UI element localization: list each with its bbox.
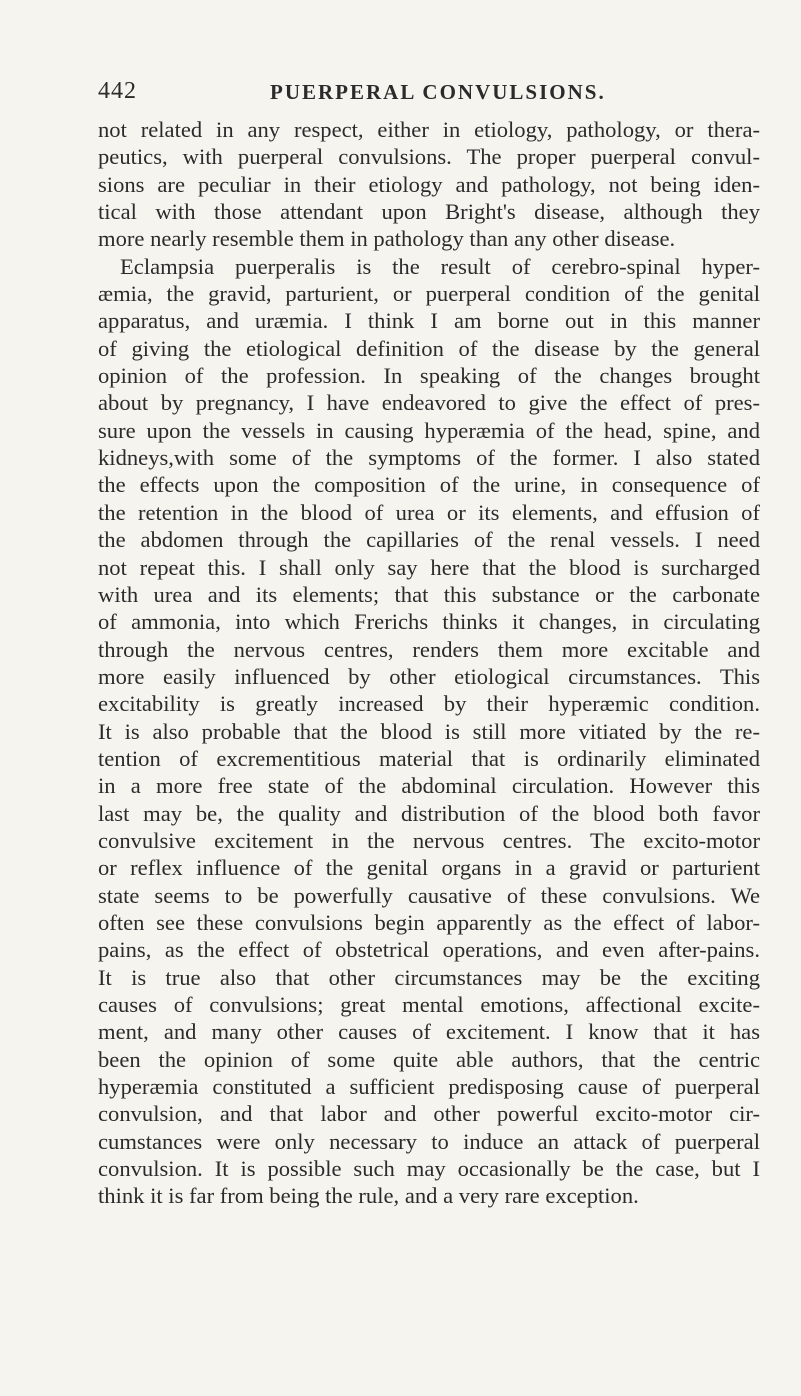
text-line: through the nervous centres, renders them more excitable and bbox=[98, 636, 760, 662]
text-line: not repeat this. I shall only say here that the blood is surcharged bbox=[98, 554, 760, 580]
text-line: Eclampsia puerperalis is the result of cerebro-spinal hyper- bbox=[120, 253, 760, 279]
text-line: apparatus, and uræmia. I think I am borne out in this manner bbox=[98, 308, 760, 334]
text-line: kidneys,with some of the symptoms of the former. I also stated bbox=[98, 445, 760, 471]
text-line: more nearly resemble them in pathology than any other disease. bbox=[98, 226, 676, 252]
text-line: convulsion. It is possible such may occasionally be the case, but I bbox=[98, 1156, 760, 1182]
text-line: been the opinion of some quite able authors, that the centric bbox=[98, 1046, 760, 1072]
text-line: the effects upon the composition of the urine, in consequence of bbox=[98, 472, 760, 498]
text-line: tention of excrementitious material that is ordinarily eliminated bbox=[98, 745, 760, 771]
text-line: in a more free state of the abdominal circulation. However this bbox=[98, 773, 760, 799]
text-line: It is also probable that the blood is still more vitiated by the re- bbox=[98, 718, 760, 744]
text-line: It is true also that other circumstances may be the exciting bbox=[98, 964, 760, 990]
page-number: 442 bbox=[98, 78, 137, 104]
text-line: pains, as the effect of obstetrical operations, and even after-pains. bbox=[98, 937, 760, 963]
text-line: sions are peculiar in their etiology and pathology, not being iden- bbox=[98, 171, 760, 197]
text-line: think it is far from being the rule, and a very rare exception. bbox=[98, 1183, 639, 1209]
text-line: peutics, with puerperal convulsions. The proper puerperal convul- bbox=[98, 144, 760, 170]
text-line: last may be, the quality and distribution of the blood both favor bbox=[98, 800, 760, 826]
text-line: æmia, the gravid, parturient, or puerperal condition of the genital bbox=[98, 281, 760, 307]
text-line: excitability is greatly increased by their hyperæmic condition. bbox=[98, 691, 760, 717]
text-line: about by pregnancy, I have endeavored to give the effect of pres- bbox=[98, 390, 760, 416]
running-head bbox=[98, 78, 758, 108]
text-line: of ammonia, into which Frerichs thinks it changes, in circulating bbox=[98, 609, 760, 635]
text-line: causes of convulsions; great mental emotions, affectional excite- bbox=[98, 992, 760, 1017]
running-title: PUERPERAL CONVULSIONS. bbox=[270, 80, 606, 104]
text-line: sure upon the vessels in causing hyperæmia of the head, spine, and bbox=[98, 417, 760, 443]
text-line: with urea and its elements; that this substance or the carbonate bbox=[98, 581, 760, 607]
text-line: opinion of the profession. In speaking of the changes brought bbox=[98, 363, 760, 389]
text-line: convulsive excitement in the nervous centres. The excito-motor bbox=[98, 827, 760, 853]
text-line: hyperæmia constituted a sufficient predisposing cause of puerperal bbox=[98, 1074, 760, 1100]
text-line: not related in any respect, either in etiology, pathology, or thera- bbox=[98, 117, 760, 142]
text-line: the abdomen through the capillaries of the renal vessels. I need bbox=[98, 527, 760, 553]
text-line: cumstances were only necessary to induce an attack of puerperal bbox=[98, 1128, 760, 1154]
text-line: more easily influenced by other etiological circumstances. This bbox=[98, 663, 760, 689]
text-line: the retention in the blood of urea or its elements, and effusion of bbox=[98, 499, 760, 525]
text-line: tical with those attendant upon Bright's disease, although they bbox=[98, 199, 760, 225]
text-line: ment, and many other causes of excitement. I know that it has bbox=[98, 1019, 760, 1045]
text-line: or reflex influence of the genital organs in a gravid or parturient bbox=[98, 855, 760, 881]
body-text bbox=[98, 116, 760, 1210]
text-line: often see these convulsions begin apparently as the effect of labor- bbox=[98, 909, 760, 935]
text-line: state seems to be powerfully causative of these convulsions. We bbox=[98, 882, 760, 908]
text-line: convulsion, and that labor and other powerful excito-motor cir- bbox=[98, 1101, 760, 1127]
text-line: of giving the etiological definition of the disease by the general bbox=[98, 335, 760, 361]
